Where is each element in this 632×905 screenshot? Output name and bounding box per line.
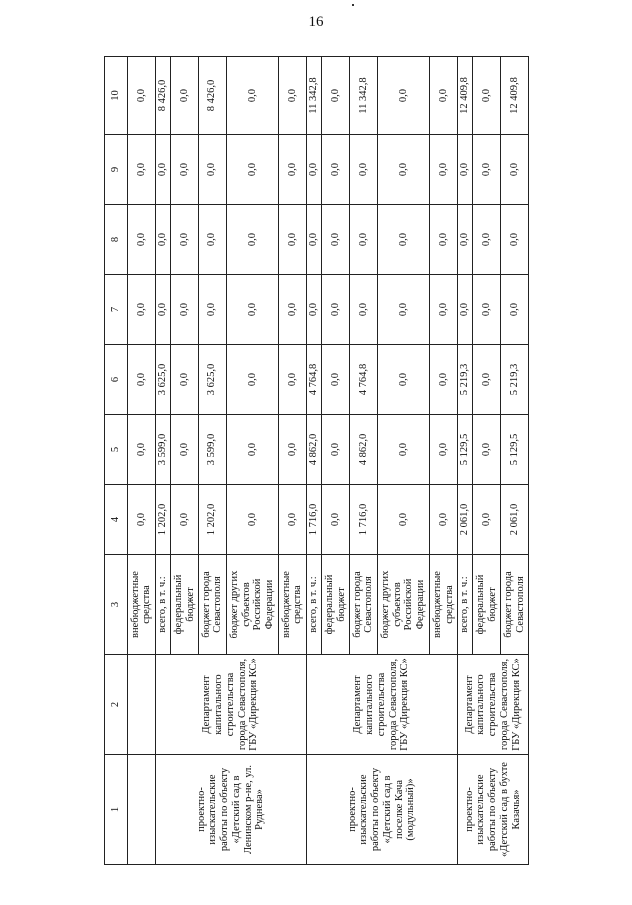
value-cell: 0,0: [430, 275, 458, 345]
project-name-cell: проектно-изыскательские работы по объекту «Детский сад в Ленинском р-не, ул. Руднева»: [155, 755, 306, 865]
value-cell: 4 764,8: [306, 345, 321, 415]
value-cell: 0,0: [473, 57, 501, 135]
value-cell: 0,0: [473, 205, 501, 275]
column-header: 7: [105, 275, 128, 345]
value-cell: 3 599,0: [198, 415, 226, 485]
column-header: 3: [105, 555, 128, 655]
value-cell: 0,0: [306, 205, 321, 275]
page-number: 16: [308, 14, 324, 30]
value-cell: 0,0: [171, 205, 199, 275]
source-cell: всего, в т. ч.:: [306, 555, 321, 655]
value-cell: 0,0: [306, 275, 321, 345]
value-cell: 5 129,5: [501, 415, 529, 485]
source-cell: федеральный бюджет: [322, 555, 350, 655]
value-cell: 0,0: [473, 135, 501, 205]
executor-cell: [128, 655, 156, 755]
table-row: [306, 57, 321, 865]
value-cell: 0,0: [171, 415, 199, 485]
value-cell: 4 862,0: [306, 415, 321, 485]
column-header: 9: [105, 135, 128, 205]
column-header: 1: [105, 755, 128, 865]
source-cell: всего, в т. ч.:: [155, 555, 170, 655]
source-cell: бюджет города Севастополя: [501, 555, 529, 655]
column-header: 6: [105, 345, 128, 415]
value-cell: 3 625,0: [155, 345, 170, 415]
value-cell: 0,0: [155, 275, 170, 345]
project-cell: [128, 755, 156, 865]
project-name-cell: проектно-изыскательские работы по объекту «Детский сад в поселке Кача (модульный)»: [306, 755, 457, 865]
value-cell: 3 625,0: [198, 345, 226, 415]
value-cell: 0,0: [377, 135, 429, 205]
value-cell: 1 202,0: [198, 485, 226, 555]
value-cell: 8 426,0: [155, 57, 170, 135]
value-cell: 11 342,8: [350, 57, 378, 135]
value-cell: 0,0: [322, 135, 350, 205]
executor-cell: Департамент капитального строительства города Севастополя, ГБУ «Дирекция КС»: [306, 655, 457, 755]
value-cell: 0,0: [430, 415, 458, 485]
value-cell: 12 409,8: [457, 57, 472, 135]
source-cell: бюджет города Севастополя: [350, 555, 378, 655]
value-cell: 0,0: [279, 57, 307, 135]
column-header: 4: [105, 485, 128, 555]
table-row: [457, 57, 472, 865]
value-cell: 0,0: [279, 135, 307, 205]
value-cell: 0,0: [457, 275, 472, 345]
value-cell: 0,0: [430, 135, 458, 205]
table-row: [155, 57, 170, 865]
project-name-cell: проектно-изыскательские работы по объекту «Детский сад в бухте Казачья»: [457, 755, 528, 865]
source-cell: бюджет других субъектов Российской Федерации: [377, 555, 429, 655]
value-cell: 2 061,0: [457, 485, 472, 555]
value-cell: 0,0: [430, 345, 458, 415]
value-cell: 0,0: [198, 135, 226, 205]
source-cell: внебюджетные средства: [430, 555, 458, 655]
value-cell: 0,0: [306, 135, 321, 205]
value-cell: 0,0: [473, 415, 501, 485]
value-cell: 0,0: [198, 275, 226, 345]
source-cell: всего, в т. ч.:: [457, 555, 472, 655]
value-cell: 0,0: [279, 415, 307, 485]
value-cell: 0,0: [279, 205, 307, 275]
value-cell: 11 342,8: [306, 57, 321, 135]
value-cell: 0,0: [279, 485, 307, 555]
value-cell: 0,0: [322, 345, 350, 415]
value-cell: 4 862,0: [350, 415, 378, 485]
value-cell: 0,0: [501, 135, 529, 205]
table-header-row: [105, 57, 128, 865]
column-header: 5: [105, 415, 128, 485]
value-cell: 0,0: [128, 57, 156, 135]
value-cell: 1 202,0: [155, 485, 170, 555]
value-cell: 0,0: [171, 485, 199, 555]
value-cell: 0,0: [473, 275, 501, 345]
value-cell: 0,0: [350, 205, 378, 275]
value-cell: 0,0: [377, 345, 429, 415]
value-cell: 0,0: [155, 205, 170, 275]
value-cell: 0,0: [350, 275, 378, 345]
value-cell: 0,0: [279, 275, 307, 345]
source-cell: бюджет города Севастополя: [198, 555, 226, 655]
value-cell: 0,0: [226, 485, 278, 555]
value-cell: 8 426,0: [198, 57, 226, 135]
value-cell: 0,0: [322, 275, 350, 345]
executor-cell: Департамент капитального строительства города Севастополя, ГБУ «Дирекция КС»: [155, 655, 306, 755]
value-cell: 0,0: [226, 57, 278, 135]
value-cell: 1 716,0: [350, 485, 378, 555]
value-cell: 1 716,0: [306, 485, 321, 555]
source-cell: внебюджетные средства: [279, 555, 307, 655]
value-cell: 0,0: [226, 345, 278, 415]
scan-artifact: [352, 4, 354, 6]
column-header: 10: [105, 57, 128, 135]
value-cell: 0,0: [171, 275, 199, 345]
value-cell: 0,0: [501, 205, 529, 275]
value-cell: 0,0: [128, 485, 156, 555]
value-cell: 0,0: [457, 205, 472, 275]
value-cell: 4 764,8: [350, 345, 378, 415]
source-cell: федеральный бюджет: [473, 555, 501, 655]
value-cell: 0,0: [226, 135, 278, 205]
value-cell: 0,0: [226, 415, 278, 485]
value-cell: 0,0: [430, 205, 458, 275]
value-cell: 0,0: [322, 57, 350, 135]
value-cell: 0,0: [128, 275, 156, 345]
value-cell: 5 129,5: [457, 415, 472, 485]
value-cell: 0,0: [226, 205, 278, 275]
value-cell: 0,0: [501, 275, 529, 345]
value-cell: 0,0: [322, 415, 350, 485]
value-cell: 0,0: [377, 415, 429, 485]
executor-cell: Департамент капитального строительства города Севастополя, ГБУ «Дирекция КС»: [457, 655, 528, 755]
value-cell: 0,0: [473, 345, 501, 415]
value-cell: 0,0: [171, 57, 199, 135]
column-header: 2: [105, 655, 128, 755]
value-cell: 0,0: [198, 205, 226, 275]
table-row: [128, 57, 156, 865]
value-cell: 0,0: [473, 485, 501, 555]
value-cell: 0,0: [171, 345, 199, 415]
value-cell: 0,0: [128, 205, 156, 275]
value-cell: 12 409,8: [501, 57, 529, 135]
value-cell: 0,0: [430, 57, 458, 135]
value-cell: 0,0: [279, 345, 307, 415]
value-cell: 2 061,0: [501, 485, 529, 555]
value-cell: 0,0: [226, 275, 278, 345]
value-cell: 3 599,0: [155, 415, 170, 485]
value-cell: 5 219,3: [457, 345, 472, 415]
value-cell: 0,0: [128, 415, 156, 485]
source-cell: бюджет других субъектов Российской Федерации: [226, 555, 278, 655]
value-cell: 0,0: [322, 485, 350, 555]
value-cell: 0,0: [377, 205, 429, 275]
column-header: 8: [105, 205, 128, 275]
source-cell: внебюджетные средства: [128, 555, 156, 655]
value-cell: 0,0: [377, 275, 429, 345]
value-cell: 0,0: [155, 135, 170, 205]
source-cell: федеральный бюджет: [171, 555, 199, 655]
value-cell: 5 219,3: [501, 345, 529, 415]
value-cell: 0,0: [128, 135, 156, 205]
value-cell: 0,0: [377, 57, 429, 135]
value-cell: 0,0: [430, 485, 458, 555]
budget-table: [104, 56, 529, 865]
value-cell: 0,0: [350, 135, 378, 205]
value-cell: 0,0: [128, 345, 156, 415]
value-cell: 0,0: [171, 135, 199, 205]
value-cell: 0,0: [377, 485, 429, 555]
value-cell: 0,0: [322, 205, 350, 275]
value-cell: 0,0: [457, 135, 472, 205]
